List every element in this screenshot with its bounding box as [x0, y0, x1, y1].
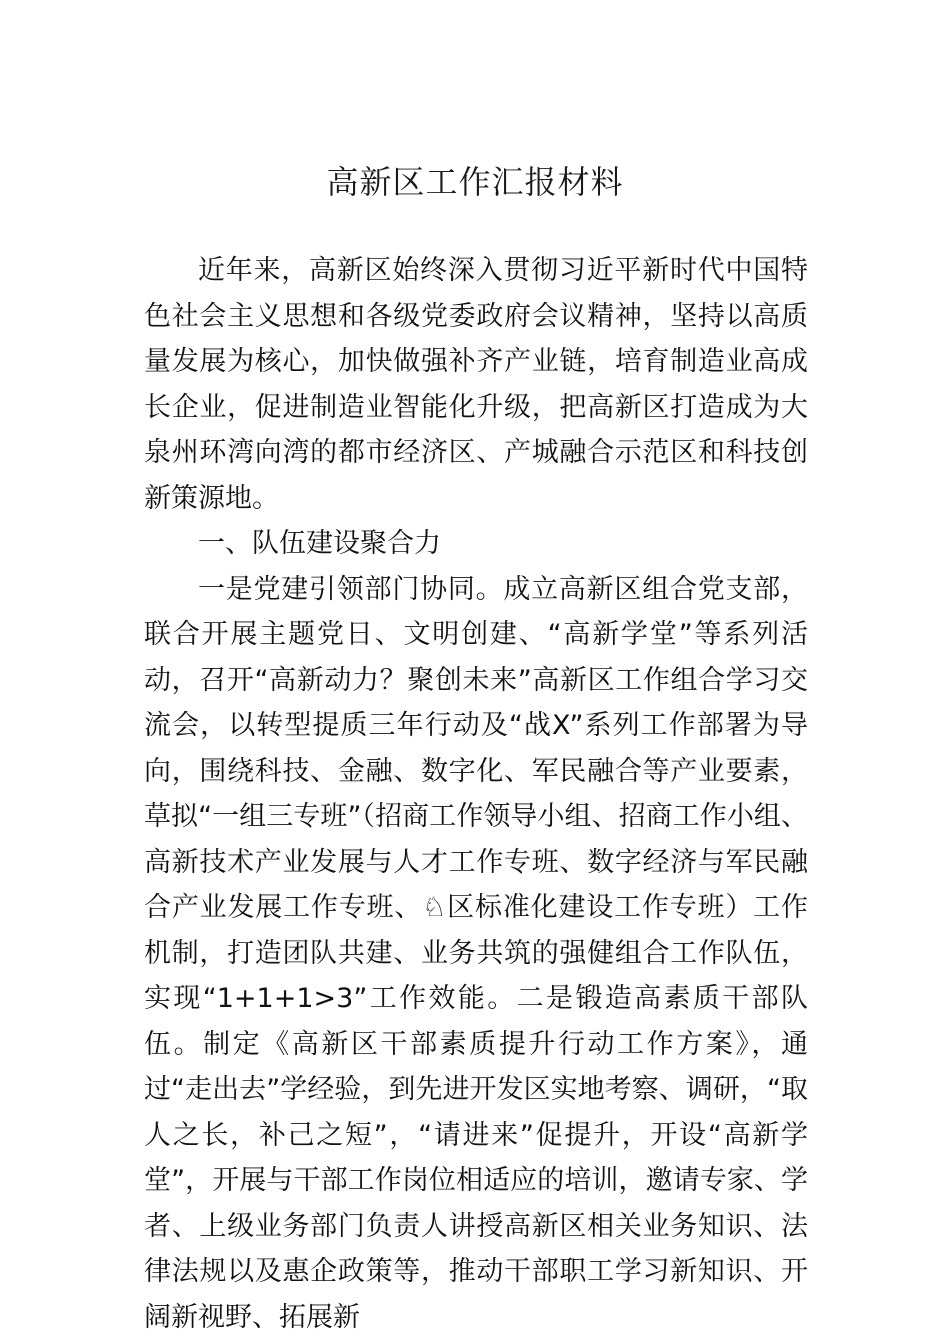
intro-paragraph: 近年来，高新区始终深入贯彻习近平新时代中国特色社会主义思想和各级党委政府会议精神，坚持以高质量发展为核心，加快做强补齐产业链，培育制造业高成长企业，促进制造业智能化升级，把高新区打造成为大泉州环湾向湾的都市经济区、产城融合示范区和科技创新策源地。: [144, 255, 808, 514]
body-paragraph: 一是党建引领部门协同。成立高新区组合党支部，联合开展主题党日、文明创建、“高新学堂”等系列活动，召开“高新动力？聚创未来”高新区工作组合学习交流会，以转型提质三年行动及“战X”系列工作部署为导向，围绕科技、金融、数字化、军民融合等产业要素，草拟“一组三专班”（招商工作领导小组、招商工作小组、高新技术产业发展与人才工作专班、数字经济与军民融合产业发展工作专班、♘区标准化建设工作专班）工作机制，打造团队共建、业务共筑的强健组合工作队伍，实现“1+1+1>3”工作效能。二是锻造高素质干部队伍。制定《高新区干部素质提升行动工作方案》，通过“走出去”学经验，到先进开发区实地考察、调研，“取人之长，补己之短”，“请进来”促提升，开设“高新学堂”，开展与干部工作岗位相适应的培训，邀请专家、学者、上级业务部门负责人讲授高新区相关业务知识、法律法规以及惠企政策等，推动干部职工学习新知识、开阔新视野、拓展新: [144, 573, 808, 1333]
document-title: 高新区工作汇报材料: [326, 163, 624, 201]
section-heading: 一、队伍建设聚合力: [198, 528, 441, 559]
document-body: [144, 248, 808, 1340]
